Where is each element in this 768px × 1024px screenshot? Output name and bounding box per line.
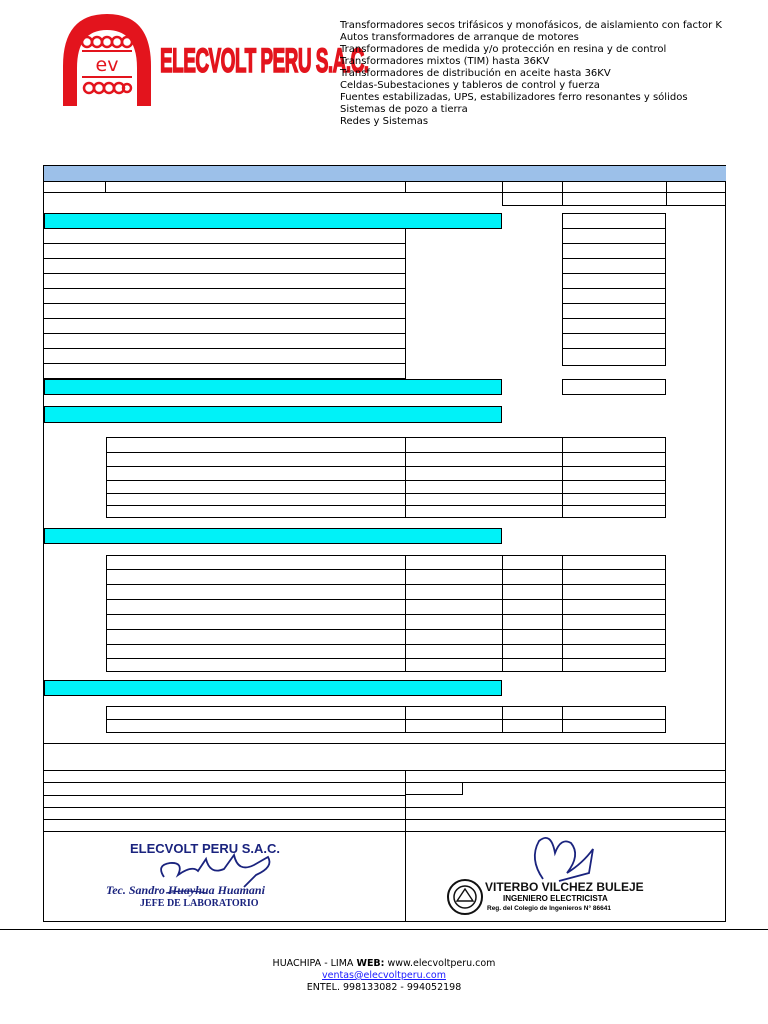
company-name: ELECVOLT PERU S.A.C. (160, 42, 369, 80)
info-row-line (44, 192, 726, 193)
right-signature-registration: Reg. del Colegio de Ingenieros N° 86641 (487, 905, 611, 912)
logo-coils-top (82, 37, 132, 47)
left-signature-role: JEFE DE LABORATORIO (140, 898, 259, 909)
info-col-line (405, 181, 406, 192)
section-bar-3 (44, 406, 502, 423)
bottom-small-box (405, 782, 463, 795)
section-1-value-line (562, 288, 666, 289)
section-bar-2 (44, 379, 502, 395)
info-row-line (502, 205, 726, 206)
right-signature-title: INGENIERO ELECTRICISTA (503, 894, 608, 903)
section-1-row-line (44, 303, 406, 304)
logo-coils-bottom (84, 83, 131, 93)
service-item: Transformadores mixtos (TIM) hasta 36KV (340, 56, 550, 67)
section-bar-1 (44, 213, 502, 229)
bottom-row-line (44, 807, 726, 808)
section-4-row-line (106, 584, 666, 585)
bottom-row-line (44, 831, 726, 832)
footer-phone-label: ENTEL. (306, 982, 340, 993)
section-1-row-line (44, 273, 406, 274)
observations-line (44, 743, 726, 744)
service-item: Transformadores secos trifásicos y monofásicos, de aislamiento con factor K (340, 20, 722, 31)
footer-email-link[interactable]: ventas@elecvoltperu.com (322, 970, 446, 981)
section-3-row-line (106, 466, 666, 467)
info-col-line (562, 181, 563, 205)
bottom-row-line (44, 782, 726, 783)
section-5-row-line (106, 719, 666, 720)
info-row-line (44, 181, 726, 182)
section-bar-4 (44, 528, 502, 544)
service-item: Fuentes estabilizadas, UPS, estabilizadores ferro resonantes y sólidos (340, 92, 688, 103)
info-col-line (105, 181, 106, 192)
section-1-row-line (44, 243, 406, 244)
section-1-value-line (562, 333, 666, 334)
section-1-value-line (562, 303, 666, 304)
footer-address (0, 958, 768, 970)
section-4-row-line (106, 614, 666, 615)
section-4-row-line (106, 629, 666, 630)
section-1-row-line (44, 288, 406, 289)
section-3-row-line (106, 452, 666, 453)
section-1-value-line (562, 243, 666, 244)
footer-phone-line (0, 982, 768, 994)
info-col-line (666, 181, 667, 205)
section-1-col-line (405, 229, 406, 379)
services-list (340, 20, 722, 128)
company-logo (57, 8, 157, 108)
footer-location: HUACHIPA - LIMA (272, 958, 354, 969)
engineer-seal-icon (448, 880, 482, 914)
service-item: Autos transformadores de arranque de motores (340, 32, 579, 43)
section-1-value-line (562, 258, 666, 259)
service-item: Sistemas de pozo a tierra (340, 104, 468, 115)
right-signature-name: VITERBO VILCHEZ BULEJE (485, 880, 644, 894)
section-1-row-line (44, 258, 406, 259)
section-3-row-line (106, 493, 666, 494)
section-1-row-line (44, 348, 406, 349)
footer-divider (0, 929, 768, 930)
section-1-row-line (44, 318, 406, 319)
bottom-row-line (44, 819, 726, 820)
info-col-line (502, 181, 503, 205)
form-title-bar (44, 166, 726, 181)
footer-phones: 998133082 - 994052198 (343, 982, 462, 993)
bottom-row-line (44, 770, 726, 771)
section-4-row-line (106, 599, 666, 600)
section-1-value-line (562, 228, 666, 229)
section-3-row-line (106, 480, 666, 481)
left-signature-company: ELECVOLT PERU S.A.C. (130, 841, 280, 856)
service-item: Celdas-Subestaciones y tableros de control y fuerza (340, 80, 600, 91)
service-item: Redes y Sistemas (340, 116, 429, 127)
section-4-row-line (106, 644, 666, 645)
footer-web-url[interactable]: www.elecvoltperu.com (387, 958, 496, 969)
section-1-value-line (562, 348, 666, 349)
section-1-value-column (562, 213, 666, 366)
section-3-row-line (106, 505, 666, 506)
section-1-row-line (44, 333, 406, 334)
section-1-row-line (44, 363, 406, 364)
section-bar-5 (44, 680, 502, 696)
footer-email-line (0, 970, 768, 982)
service-item: Transformadores de distribución en aceite hasta 36KV (340, 68, 611, 79)
section-1-value-line (562, 273, 666, 274)
logo-letters: ev (95, 54, 119, 76)
section-4-row-line (106, 569, 666, 570)
section-2-value-box (562, 379, 666, 395)
section-4-row-line (106, 658, 666, 659)
bottom-row-line (44, 795, 406, 796)
footer-web-label: WEB: (356, 958, 385, 969)
section-1-value-line (562, 318, 666, 319)
left-signature-name: Tec. Sandro Huayhua Huamani (106, 883, 265, 897)
service-item: Transformadores de medida y/o protección en resina y de control (340, 44, 667, 55)
